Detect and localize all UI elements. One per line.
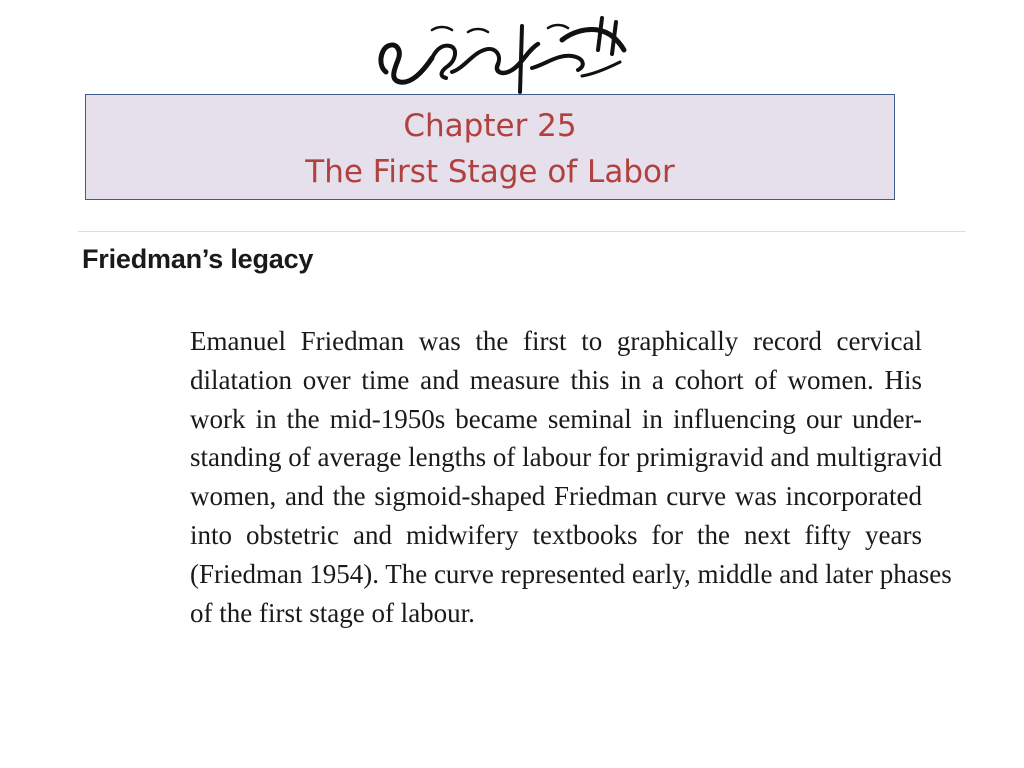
- passage-line: Emanuel Friedman was the first to graphically record cervical: [190, 326, 922, 356]
- passage-line: standing of average lengths of labour for primigravid and multigravid: [190, 442, 943, 473]
- calligraphy-image: [372, 10, 638, 94]
- slide-title-chapter: Chapter 25: [403, 108, 577, 144]
- passage-line: dilatation over time and measure this in a cohort of women. His: [190, 364, 922, 395]
- slide-title-box: [85, 94, 895, 200]
- passage-line: into obstetric and midwifery textbooks for the next fifty years: [190, 519, 922, 550]
- passage-line: women, and the sigmoid-shaped Friedman curve was incorporated: [190, 481, 922, 512]
- bismillah-calligraphy: [372, 10, 638, 94]
- slide-title-subtitle: The First Stage of Labor: [305, 154, 675, 190]
- passage-line: (Friedman 1954). The curve represented early, middle and later phases: [190, 558, 952, 589]
- section-heading: Friedman’s legacy: [82, 244, 314, 274]
- divider-line: [78, 231, 966, 232]
- passage-line: of the first stage of labour.: [190, 597, 475, 628]
- body-passage: [190, 322, 952, 632]
- passage-line: work in the mid-1950s became seminal in influencing our under-: [190, 403, 922, 434]
